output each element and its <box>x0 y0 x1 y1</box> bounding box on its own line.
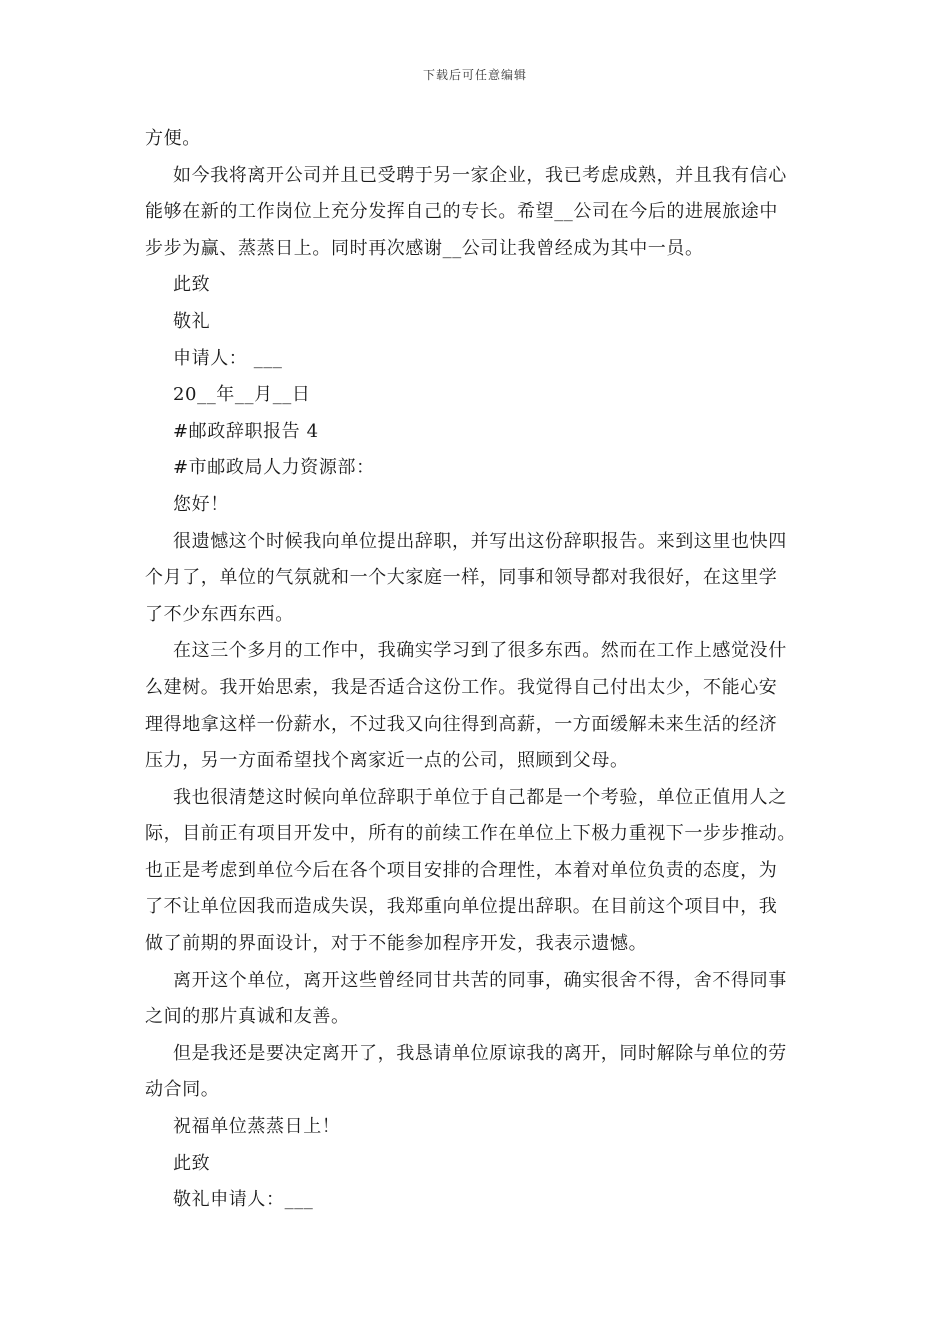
document-line: 很遗憾这个时候我向单位提出辞职，并写出这份辞职报告。来到这里也快四 <box>173 530 787 552</box>
document-line: #市邮政局人力资源部： <box>173 457 375 479</box>
document-line: 际，目前正有项目开发中，所有的前续工作在单位上下极力重视下一步步推动。 <box>145 823 796 845</box>
document-line: 方便。 <box>145 128 201 149</box>
document-line: 但是我还是要决定离开了，我恳请单位原谅我的离开，同时解除与单位的劳 <box>173 1042 787 1064</box>
document-line: 此致 <box>173 274 211 296</box>
document-line: 步步为赢、蒸蒸日上。同时再次感谢__公司让我曾经成为其中一员。 <box>145 237 704 259</box>
document-body <box>145 121 810 1219</box>
document-line: 20__年__月__日 <box>173 384 311 406</box>
document-line: #邮政辞职报告 4 <box>173 420 319 442</box>
document-line: 敬礼 <box>173 310 211 332</box>
document-line: 离开这个单位，离开这些曾经同甘共苦的同事，确实很舍不得，舍不得同事 <box>173 969 787 991</box>
page-header-note: 下载后可任意编辑 <box>422 68 527 82</box>
document-line: 做了前期的界面设计，对于不能参加程序开发，我表示遗憾。 <box>145 933 648 955</box>
document-line: 申请人： ___ <box>173 347 283 369</box>
document-line: 祝福单位蒸蒸日上！ <box>173 1116 341 1138</box>
document-line: 么建树。我开始思索，我是否适合这份工作。我觉得自己付出太少，不能心安 <box>145 676 778 698</box>
document-line: 也正是考虑到单位今后在各个项目安排的合理性，本着对单位负责的态度，为 <box>145 859 778 881</box>
document-line: 在这三个多月的工作中，我确实学习到了很多东西。然而在工作上感觉没什 <box>173 640 787 662</box>
document-line: 了不少东西东西。 <box>145 603 294 625</box>
document-line: 压力，另一方面希望找个离家近一点的公司，照顾到父母。 <box>145 750 629 772</box>
document-line: 了不让单位因我而造成失误，我郑重向单位提出辞职。在目前这个项目中，我 <box>145 896 778 918</box>
document-line: 动合同。 <box>145 1079 220 1101</box>
document-line: 之间的那片真诚和友善。 <box>145 1006 350 1028</box>
document-line: 如今我将离开公司并且已受聘于另一家企业，我已考虑成熟，并且我有信心 <box>173 164 787 186</box>
document-line: 您好！ <box>173 493 229 515</box>
document-line: 此致 <box>173 1152 211 1174</box>
document-line: 个月了，单位的气氛就和一个大家庭一样，同事和领导都对我很好，在这里学 <box>145 567 778 589</box>
document-line: 能够在新的工作岗位上充分发挥自己的专长。希望__公司在今后的进展旅途中 <box>145 201 778 223</box>
document-line: 我也很清楚这时候向单位辞职于单位于自己都是一个考验，单位正值用人之 <box>173 786 787 808</box>
document-line: 敬礼申请人：___ <box>173 1189 314 1211</box>
document-line: 理得地拿这样一份薪水，不过我又向往得到高薪，一方面缓解未来生活的经济 <box>145 713 778 735</box>
